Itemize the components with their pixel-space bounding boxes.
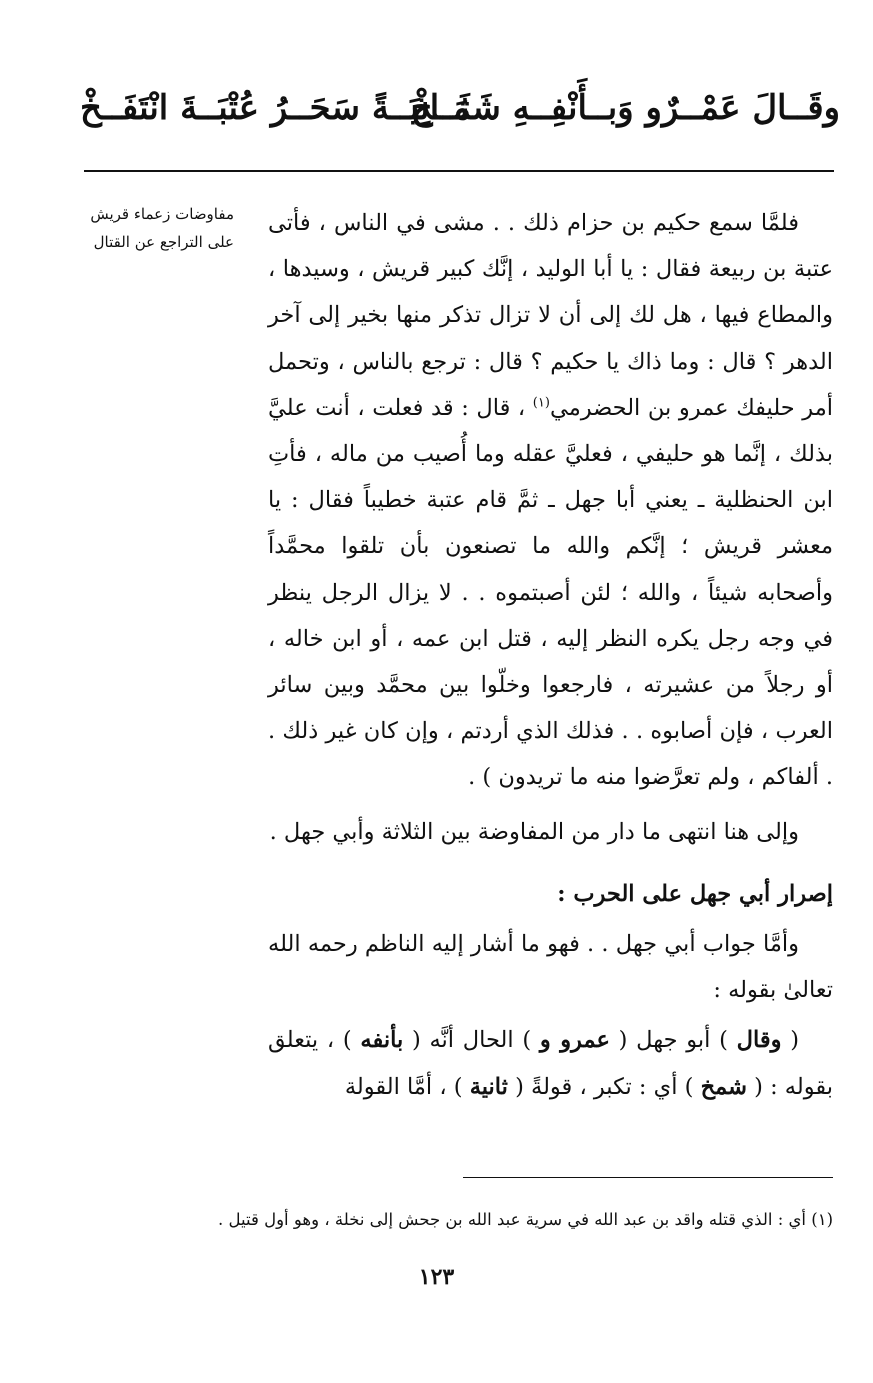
paragraph-2: وإلى هنا انتهى ما دار من المفاوضة بين الثلاثة وأبي جهل . bbox=[269, 818, 799, 845]
paragraph-1-text: فلمَّا سمع حكيم بن حزام ذلك . . مشى في الناس ، فأتى عتبة بن ربيعة فقال : يا أبا الوليد ، إنَّك كبير قريش ، وسيدها ، والمطاع فيها ، هل لك إلى أن لا تزال تذكر منها بخير إلى آخر الدهر ؟ قال : وما ذاك يا حكيم ؟ قال : ترجع بالناس ، وتحمل أمر حليفك عمرو بن الحضرمي bbox=[268, 210, 833, 421]
paragraph-4 bbox=[268, 1017, 833, 1109]
poem-verse-header bbox=[80, 88, 840, 148]
bold-term: ثانية bbox=[469, 1073, 508, 1100]
footnote-reference: (١) bbox=[532, 395, 550, 411]
footnote: (١) أي : الذي قتله واقد بن عبد الله في سرية عبد الله بن جحش إلى نخلة ، وهو أول قتيل . bbox=[218, 1210, 833, 1229]
margin-note-line-1: مفاوضات زعماء قريش bbox=[90, 205, 234, 223]
header-divider bbox=[84, 170, 834, 172]
page-number: ١٢٣ bbox=[418, 1264, 455, 1290]
bold-term: شمخ bbox=[700, 1073, 747, 1100]
poem-hemistich-right: وقَــالَ عَمْــرٌو وَبــأَنْفِــهِ شَمَــخْ bbox=[410, 88, 840, 128]
footnote-divider bbox=[463, 1177, 833, 1178]
bold-term: عمرو و bbox=[539, 1027, 610, 1054]
text-run: ( bbox=[781, 1027, 800, 1054]
margin-note bbox=[34, 200, 234, 256]
paragraph-1-text-continued: ، قال : قد فعلت ، أنت عليَّ بذلك ، إنَّما هو حليفي ، فعليَّ عقله وما أُصيب من ماله ، فأتِ ابن الحنظلية ـ يعني أبا جهل ـ ثمَّ قام عتبة خطيباً فقال : يا معشر قريش ؛ إنَّكم والله ما تصنعون بأن تلقوا محمَّداً وأصحابه شيئاً ، والله ؛ لئن أصبتموه . . لا يزال الرجل ينظر في وجه رجل يكره النظر إليه ، قتل ابن عمه ، أو ابن خاله ، أو رجلاً من عشيرته ، فارجعوا وخلّوا بين محمَّد وبين سائر العرب ، فإن أصابوه . . فذلك الذي أردتم ، وإن كان غير ذلك . . ألفاكم ، ولم تعرَّضوا منه ما تريدون ) . bbox=[268, 394, 833, 791]
margin-note-line-2: على التراجع عن القتال bbox=[93, 233, 234, 251]
bold-term: بأنفه bbox=[360, 1027, 404, 1054]
section-heading: إصرار أبي جهل على الحرب : bbox=[557, 880, 833, 907]
text-run: ) ، يتعلق بقوله : ( bbox=[268, 1027, 833, 1100]
main-text bbox=[268, 200, 833, 1110]
paragraph-1 bbox=[268, 200, 833, 801]
paragraph-3: وأمَّا جواب أبي جهل . . فهو ما أشار إليه الناظم رحمه الله تعالىٰ بقوله : bbox=[268, 931, 833, 1004]
text-run: ) ، أمَّا القولة bbox=[344, 1073, 470, 1100]
poem-hemistich-left: ثَــانِيَــةً سَحَــرُ عُتْبَــةَ انْتَفَــخْ bbox=[80, 88, 470, 128]
text-run: ) أبو جهل ( bbox=[609, 1027, 737, 1054]
text-run: ) أي : تكبر ، قولةً ( bbox=[507, 1073, 701, 1100]
bold-term: وقال bbox=[736, 1027, 782, 1054]
text-run: ) الحال أنَّه ( bbox=[403, 1027, 540, 1054]
